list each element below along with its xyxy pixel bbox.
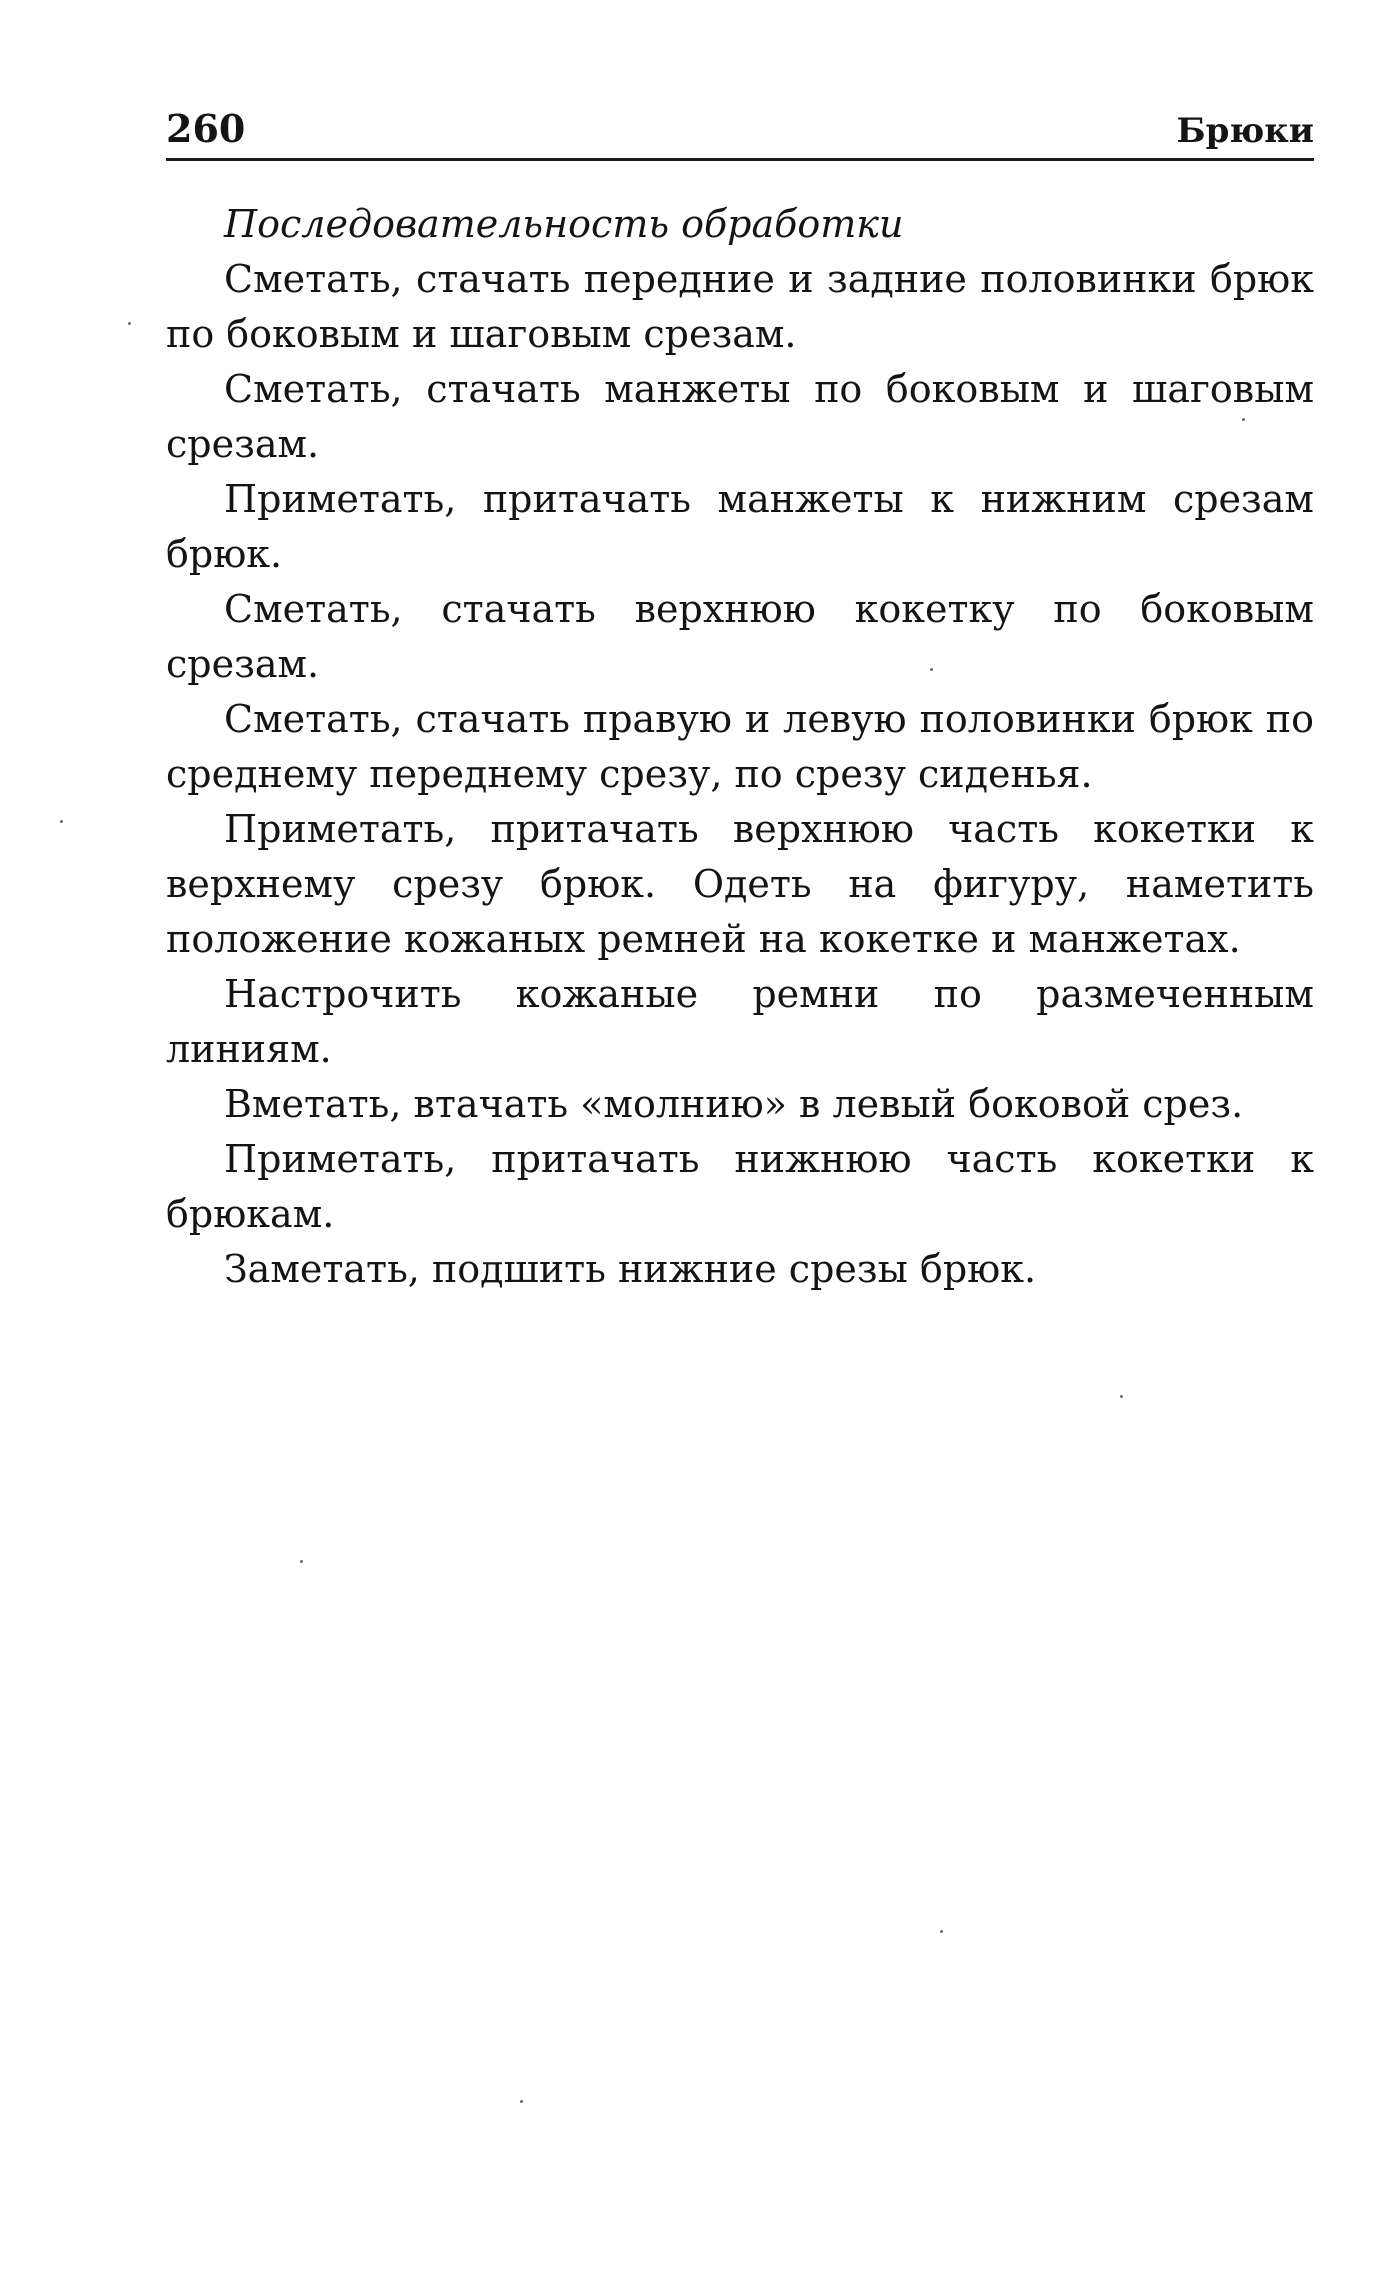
step-paragraph: Приметать, притачать верхнюю часть кокетки к верхнему срезу брюк. Одеть на фигуру, наметить положение кожаных ремней на кокетке и манжетах. — [166, 807, 1314, 961]
chapter-title: Брюки — [1176, 111, 1314, 151]
book-page — [166, 100, 1314, 1297]
step-paragraph: Заметать, подшить нижние срезы брюк. — [224, 1247, 1037, 1291]
step-paragraph: Сметать, стачать верхнюю кокетку по боковым срезам. — [166, 587, 1314, 686]
processing-steps-list — [166, 252, 1314, 1297]
running-head — [166, 100, 1314, 161]
step-paragraph: Сметать, стачать правую и левую половинки брюк по среднему переднему срезу, по срезу сиденья. — [166, 697, 1314, 796]
scan-speck — [128, 322, 131, 325]
section-heading: Последовательность обработки — [224, 202, 904, 246]
step-paragraph: Приметать, притачать нижнюю часть кокетки к брюкам. — [166, 1137, 1314, 1236]
step-paragraph: Вметать, втачать «молнию» в левый боковой срез. — [224, 1082, 1244, 1126]
page-number: 260 — [166, 106, 246, 151]
step-paragraph: Сметать, стачать манжеты по боковым и шаговым срезам. — [166, 367, 1314, 466]
step-paragraph: Сметать, стачать передние и задние половинки брюк по боковым и шаговым срезам. — [166, 257, 1314, 356]
scan-speck — [60, 820, 63, 823]
scan-speck — [930, 668, 933, 671]
step-paragraph: Приметать, притачать манжеты к нижним срезам брюк. — [166, 477, 1314, 576]
scan-speck — [300, 1560, 303, 1563]
scan-speck — [1120, 1395, 1123, 1398]
scan-speck — [520, 2100, 523, 2103]
scan-speck — [940, 1930, 943, 1933]
scan-speck — [1242, 418, 1245, 421]
step-paragraph: Настрочить кожаные ремни по размеченным линиям. — [166, 972, 1314, 1071]
